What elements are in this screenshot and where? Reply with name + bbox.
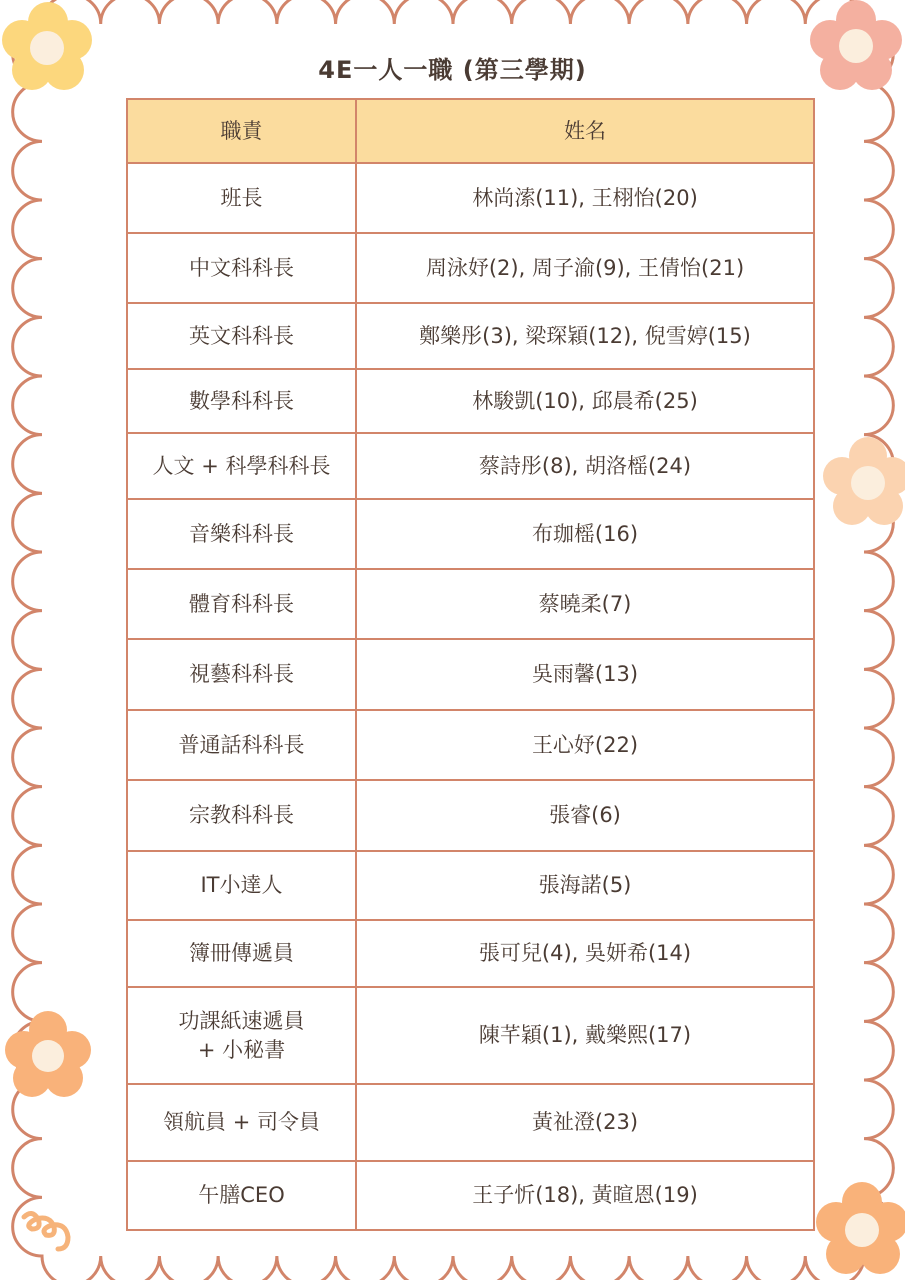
role-cell: 中文科科長 [127,233,356,303]
names-cell: 蔡曉柔(7) [356,569,814,639]
page-title: 4E一人一職 (第三學期) [318,56,587,84]
flower-decoration-right [818,436,905,532]
names-cell: 周泳妤(2), 周子渝(9), 王倩怡(21) [356,233,814,303]
table-row [127,233,814,303]
role-cell: 午膳CEO [127,1161,356,1230]
table-row [127,569,814,639]
names-cell: 布珈榣(16) [356,499,814,569]
names-cell: 吳雨馨(13) [356,639,814,710]
names-cell: 林駿凱(10), 邱晨希(25) [356,369,814,433]
names-cell: 王子忻(18), 黃暄恩(19) [356,1161,814,1230]
role-cell: 視藝科科長 [127,639,356,710]
table-row [127,639,814,710]
role-cell: IT小達人 [127,851,356,920]
table-row [127,1084,814,1161]
swirl-decoration [18,1205,88,1260]
flower-decoration-bottom-right [814,1180,905,1280]
names-cell: 林尚溹(11), 王栩怡(20) [356,163,814,233]
column-header-role: 職責 [127,99,356,163]
names-cell: 王心妤(22) [356,710,814,780]
role-cell: 人文 + 科學科科長 [127,433,356,499]
flower-decoration-left [0,1010,98,1102]
table-row [127,303,814,369]
role-cell: 普通話科科長 [127,710,356,780]
table-row [127,369,814,433]
duty-table [126,98,815,1231]
table-row [127,780,814,851]
role-cell: 班長 [127,163,356,233]
names-cell: 蔡詩彤(8), 胡洛榣(24) [356,433,814,499]
names-cell: 黃祉澄(23) [356,1084,814,1161]
role-line-2: + 小秘書 [197,1037,286,1062]
role-cell: 體育科科長 [127,569,356,639]
names-cell: 陳芊穎(1), 戴樂熙(17) [356,987,814,1084]
role-cell: 音樂科科長 [127,499,356,569]
table-row [127,499,814,569]
names-cell: 張可兒(4), 吳妍希(14) [356,920,814,987]
table-row [127,920,814,987]
table-row [127,710,814,780]
role-cell [127,987,356,1084]
table-row [127,851,814,920]
table-row [127,987,814,1084]
table-row [127,433,814,499]
role-cell: 領航員 + 司令員 [127,1084,356,1161]
header-row [127,99,814,163]
column-header-names: 姓名 [356,99,814,163]
role-cell: 簿冊傳遞員 [127,920,356,987]
role-cell: 英文科科長 [127,303,356,369]
table-row [127,1161,814,1230]
names-cell: 鄭樂彤(3), 梁琛穎(12), 倪雪婷(15) [356,303,814,369]
role-line-1: 功課紙速遞員 [178,1009,305,1034]
role-cell: 數學科科長 [127,369,356,433]
table-row [127,163,814,233]
names-cell: 張海諾(5) [356,851,814,920]
role-cell: 宗教科科長 [127,780,356,851]
names-cell: 張睿(6) [356,780,814,851]
